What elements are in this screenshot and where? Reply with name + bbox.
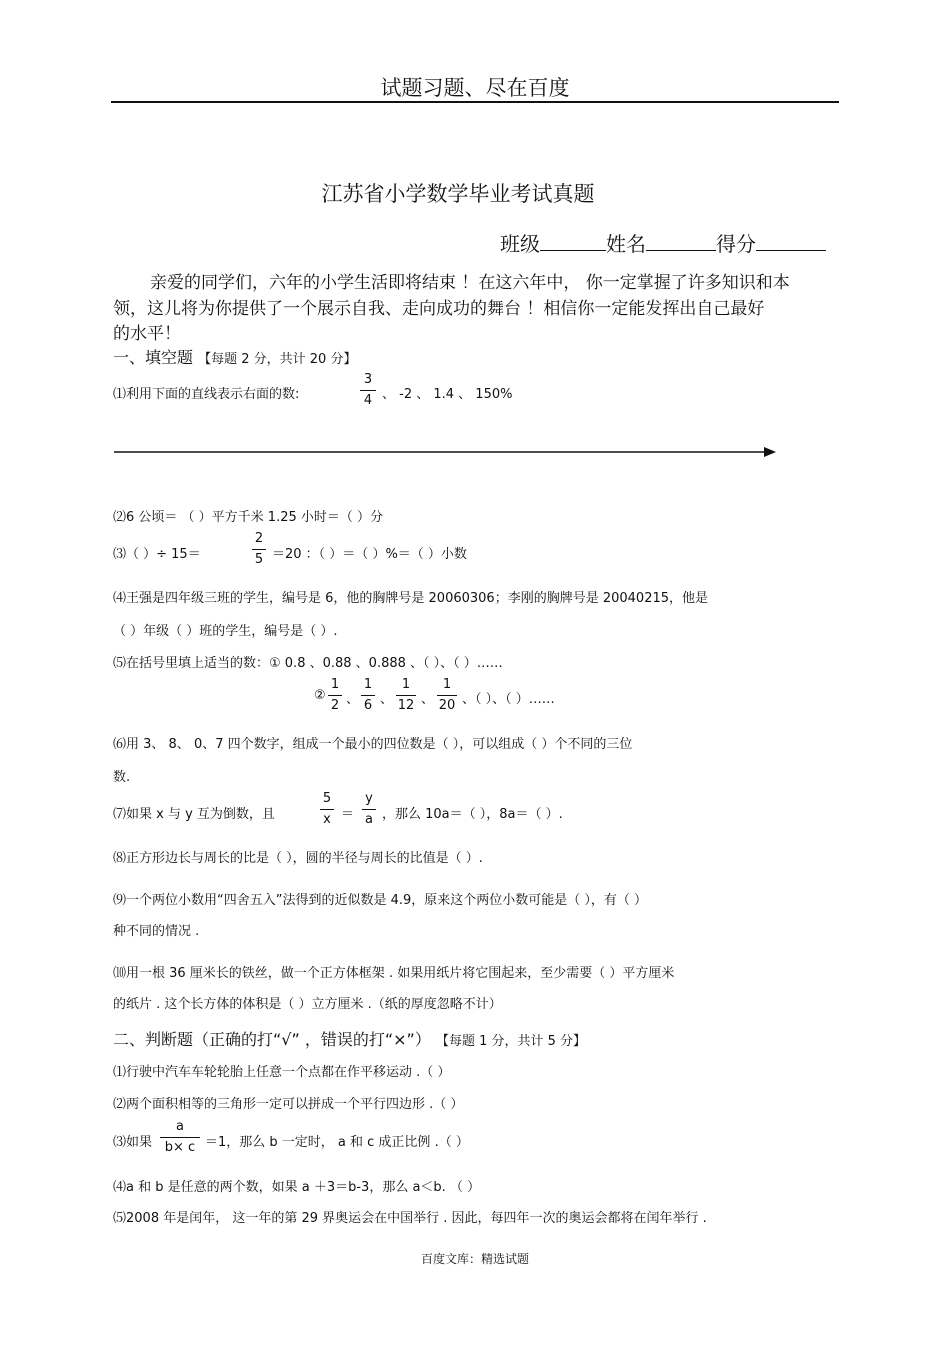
- j3-fraction: [160, 1118, 200, 1157]
- intro-line-2: 领，这儿将为你提供了一个展示自我、走向成功的舞台 ！相信你一定能发挥出自己最好: [113, 299, 765, 319]
- fraction-denominator: b× c: [164, 1140, 196, 1155]
- question-5-line-1: ⑸在括号里填上适当的数：① 0.8 、0.88 、0.888 、（ ）、（ ）……: [113, 656, 503, 671]
- fraction-denominator: x: [323, 812, 331, 827]
- q1-fraction: [360, 371, 376, 410]
- question-3-part-a: ⑶（ ）÷ 15＝: [113, 547, 201, 562]
- question-5-circle-2: ②: [314, 688, 326, 703]
- class-blank[interactable]: [540, 232, 606, 251]
- fraction-numerator: 1: [330, 677, 340, 692]
- header-title: 试题习题、尽在百度: [380, 76, 570, 100]
- intro-line-1: 亲爱的同学们，六年的小学生活即将结束 ！在这六年中， 你一定掌握了许多知识和本: [150, 273, 790, 293]
- fraction-denominator: 12: [397, 698, 415, 713]
- fraction-denominator: a: [365, 812, 373, 827]
- q5-separator: 、: [380, 692, 394, 707]
- section-2-heading: [113, 1027, 586, 1050]
- question-9-line-2: 种不同的情况 .: [113, 924, 200, 939]
- fraction-denominator: 4: [363, 393, 373, 408]
- question-5-line-2-rest: 、（ ）、（ ）……: [462, 692, 555, 707]
- fraction-numerator: 2: [254, 531, 264, 546]
- footer-text: 百度文库：精选试题: [420, 1252, 529, 1266]
- fraction-numerator: 3: [363, 372, 373, 387]
- question-10-line-2: 的纸片 . 这个长方体的体积是（ ）立方厘米 .（纸的厚度忽略不计）: [113, 997, 502, 1012]
- question-8: ⑻正方形边长与周长的比是（ ），圆的半径与周长的比值是（ ）.: [113, 851, 483, 866]
- section-1-note: 【每题 2 分，共计 20 分】: [198, 352, 357, 367]
- judgement-3-part-a: ⑶如果: [113, 1135, 153, 1150]
- question-6-line-2: 数.: [113, 770, 131, 785]
- question-4-line-2: （ ）年级（ ）班的学生，编号是（ ）.: [113, 624, 338, 639]
- fraction-denominator: 20: [438, 698, 456, 713]
- fraction-denominator: 2: [330, 698, 340, 713]
- judgement-5: ⑸2008 年是闰年， 这一年的第 29 界奥运会在中国举行 . 因此，每四年一次的奥运会都将在闰年举行 .: [113, 1211, 707, 1226]
- question-7-part-a: ⑺如果 x 与 y 互为倒数，且: [113, 807, 275, 822]
- score-label: 得分: [716, 232, 756, 256]
- name-blank[interactable]: [646, 232, 716, 251]
- intro-line-3: 的水平！: [113, 324, 181, 344]
- judgement-3-part-b: ＝1，那么 b 一定时， a 和 c 成正比例 .（ ）: [205, 1135, 469, 1150]
- judgement-4: ⑷a 和 b 是任意的两个数，如果 a ＋3＝b-3，那么 a＜b. （ ）: [113, 1180, 481, 1195]
- section-2-title: 二、判断题（正确的打“√” ，错误的打“×”）: [113, 1030, 431, 1049]
- student-info-row: [500, 228, 826, 257]
- header-divider: [111, 101, 839, 103]
- q5-fraction-3: [396, 676, 416, 715]
- question-9-line-1: ⑼一个两位小数用“四舍五入”法得到的近似数是 4.9，原来这个两位小数可能是（ ），有（ ）: [113, 893, 648, 908]
- q3-fraction: [252, 530, 266, 569]
- score-blank[interactable]: [756, 232, 826, 251]
- q7-fraction-1: [320, 790, 334, 829]
- q5-fraction-1: [328, 676, 342, 715]
- fraction-denominator: 5: [254, 552, 264, 567]
- question-10-line-1: ⑽用一根 36 厘米长的铁丝，做一个正方体框架 . 如果用纸片将它围起来，至少需要（ ）平方厘米: [113, 966, 675, 981]
- section-1-title: 一、填空题: [113, 348, 194, 367]
- number-line-arrowhead-icon: [764, 447, 776, 457]
- fraction-numerator: 1: [442, 677, 452, 692]
- q7-fraction-2: [362, 790, 376, 829]
- question-3-part-b: ＝20 ：（ ）＝（ ）%＝（ ）小数: [272, 547, 467, 562]
- q5-separator: 、: [421, 692, 435, 707]
- question-6-line-1: ⑹用 3、 8、 0、7 四个数字，组成一个最小的四位数是（ ），可以组成（ ）个不同的三位: [113, 737, 633, 752]
- fraction-denominator: 6: [363, 698, 373, 713]
- question-2: ⑵6 公顷＝ （ ）平方千米 1.25 小时＝（ ）分: [113, 510, 384, 525]
- q5-separator: 、: [346, 692, 360, 707]
- question-4-line-1: ⑷王强是四年级三班的学生，编号是 6，他的胸牌号是 20060306；李刚的胸牌号是 20040215，他是: [113, 591, 709, 606]
- name-label: 姓名: [606, 232, 646, 256]
- q5-fraction-4: [437, 676, 457, 715]
- section-2-note: 【每题 1 分，共计 5 分】: [435, 1034, 587, 1049]
- question-1-text: ⑴利用下面的直线表示右面的数:: [113, 387, 300, 402]
- fraction-numerator: 1: [401, 677, 411, 692]
- number-line: [112, 443, 778, 461]
- q5-fraction-2: [361, 676, 375, 715]
- question-1-numbers: 、 -2 、 1.4 、 150%: [382, 387, 513, 402]
- exam-title: 江苏省小学数学毕业考试真题: [321, 182, 595, 206]
- question-7-part-b: ，那么 10a＝（ ），8a＝（ ）.: [382, 807, 563, 822]
- judgement-2: ⑵两个面积相等的三角形一定可以拼成一个平行四边形 .（ ）: [113, 1097, 464, 1112]
- fraction-numerator: a: [176, 1119, 184, 1134]
- q7-equals: ＝: [341, 807, 355, 822]
- class-label: 班级: [500, 232, 540, 256]
- fraction-numerator: 1: [363, 677, 373, 692]
- section-1-heading: [113, 345, 356, 368]
- fraction-numerator: y: [365, 791, 373, 806]
- fraction-numerator: 5: [322, 791, 332, 806]
- judgement-1: ⑴行驶中汽车车轮轮胎上任意一个点都在作平移运动 .（ ）: [113, 1065, 451, 1080]
